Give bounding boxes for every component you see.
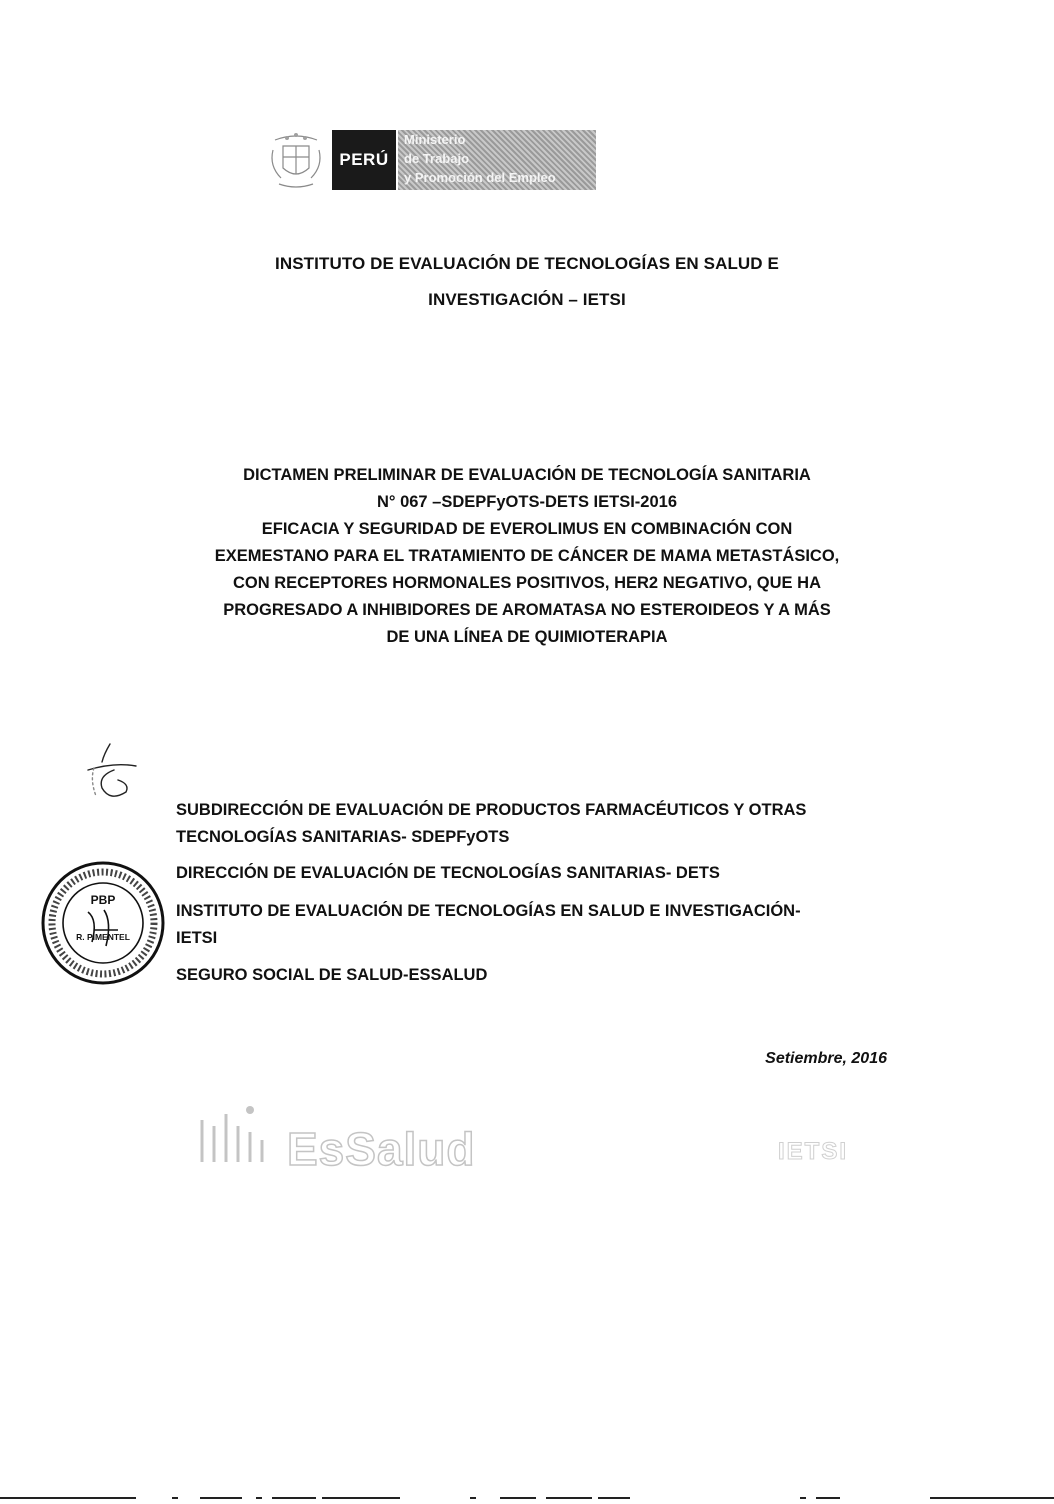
- official-stamp: [40, 860, 166, 986]
- seguro-line: SEGURO SOCIAL DE SALUD-ESSALUD: [176, 966, 488, 984]
- dictamen-number: N° 067 –SDEPFyOTS-DETS IETSI-2016: [376, 493, 678, 511]
- direccion-line: DIRECCIÓN DE EVALUACIÓN DE TECNOLOGÍAS SANITARIAS- DETS: [176, 864, 720, 882]
- ministry-line: y Promoción del Empleo: [404, 170, 556, 185]
- dictamen-line: CON RECEPTORES HORMONALES POSITIVOS, HER2 NEGATIVO, QUE HA: [233, 574, 821, 592]
- dictamen-line: DE UNA LÍNEA DE QUIMIOTERAPIA: [386, 628, 668, 646]
- subdireccion-line1: SUBDIRECCIÓN DE EVALUACIÓN DE PRODUCTOS FARMACÉUTICOS Y OTRAS: [176, 801, 807, 819]
- peru-logo-block: PERÚ: [332, 130, 396, 190]
- dictamen-line: EFICACIA Y SEGURIDAD DE EVEROLIMUS EN COMBINACIÓN CON: [261, 520, 793, 538]
- instituto-line2: IETSI: [176, 929, 218, 947]
- stamp-name-text: R. PIMENTEL: [76, 932, 130, 942]
- ietsi-faint-logo: IETSI: [778, 1138, 849, 1165]
- subdireccion-line2: TECNOLOGÍAS SANITARIAS- SDEPFyOTS: [176, 828, 510, 846]
- institute-title-line2: INVESTIGACIÓN – IETSI: [428, 290, 626, 309]
- document-date: Setiembre, 2016: [765, 1050, 887, 1067]
- dictamen-line: PROGRESADO A INHIBIDORES DE AROMATASA NO ESTEROIDEOS Y A MÁS: [223, 601, 831, 619]
- dictamen-line: EXEMESTANO PARA EL TRATAMIENTO DE CÁNCER DE MAMA METASTÁSICO,: [214, 547, 840, 565]
- coat-of-arms-icon: [265, 130, 327, 190]
- ministry-line: de Trabajo: [404, 151, 470, 166]
- institute-title-line1: INSTITUTO DE EVALUACIÓN DE TECNOLOGÍAS EN SALUD E: [275, 254, 779, 273]
- dictamen-line: DICTAMEN PRELIMINAR DE EVALUACIÓN DE TECNOLOGÍA SANITARIA: [243, 466, 811, 484]
- essalud-logo-icon: [190, 1100, 280, 1170]
- essalud-wordmark: EsSalud: [287, 1123, 476, 1175]
- stamp-center-text: PBP: [90, 893, 116, 907]
- bottom-scan-rule: [0, 1496, 1054, 1500]
- ministry-logo-block: [398, 130, 596, 190]
- handwritten-initials: [80, 740, 150, 810]
- ministry-line: Ministerio: [404, 132, 466, 147]
- instituto-line1: INSTITUTO DE EVALUACIÓN DE TECNOLOGÍAS EN SALUD E INVESTIGACIÓN-: [176, 902, 801, 920]
